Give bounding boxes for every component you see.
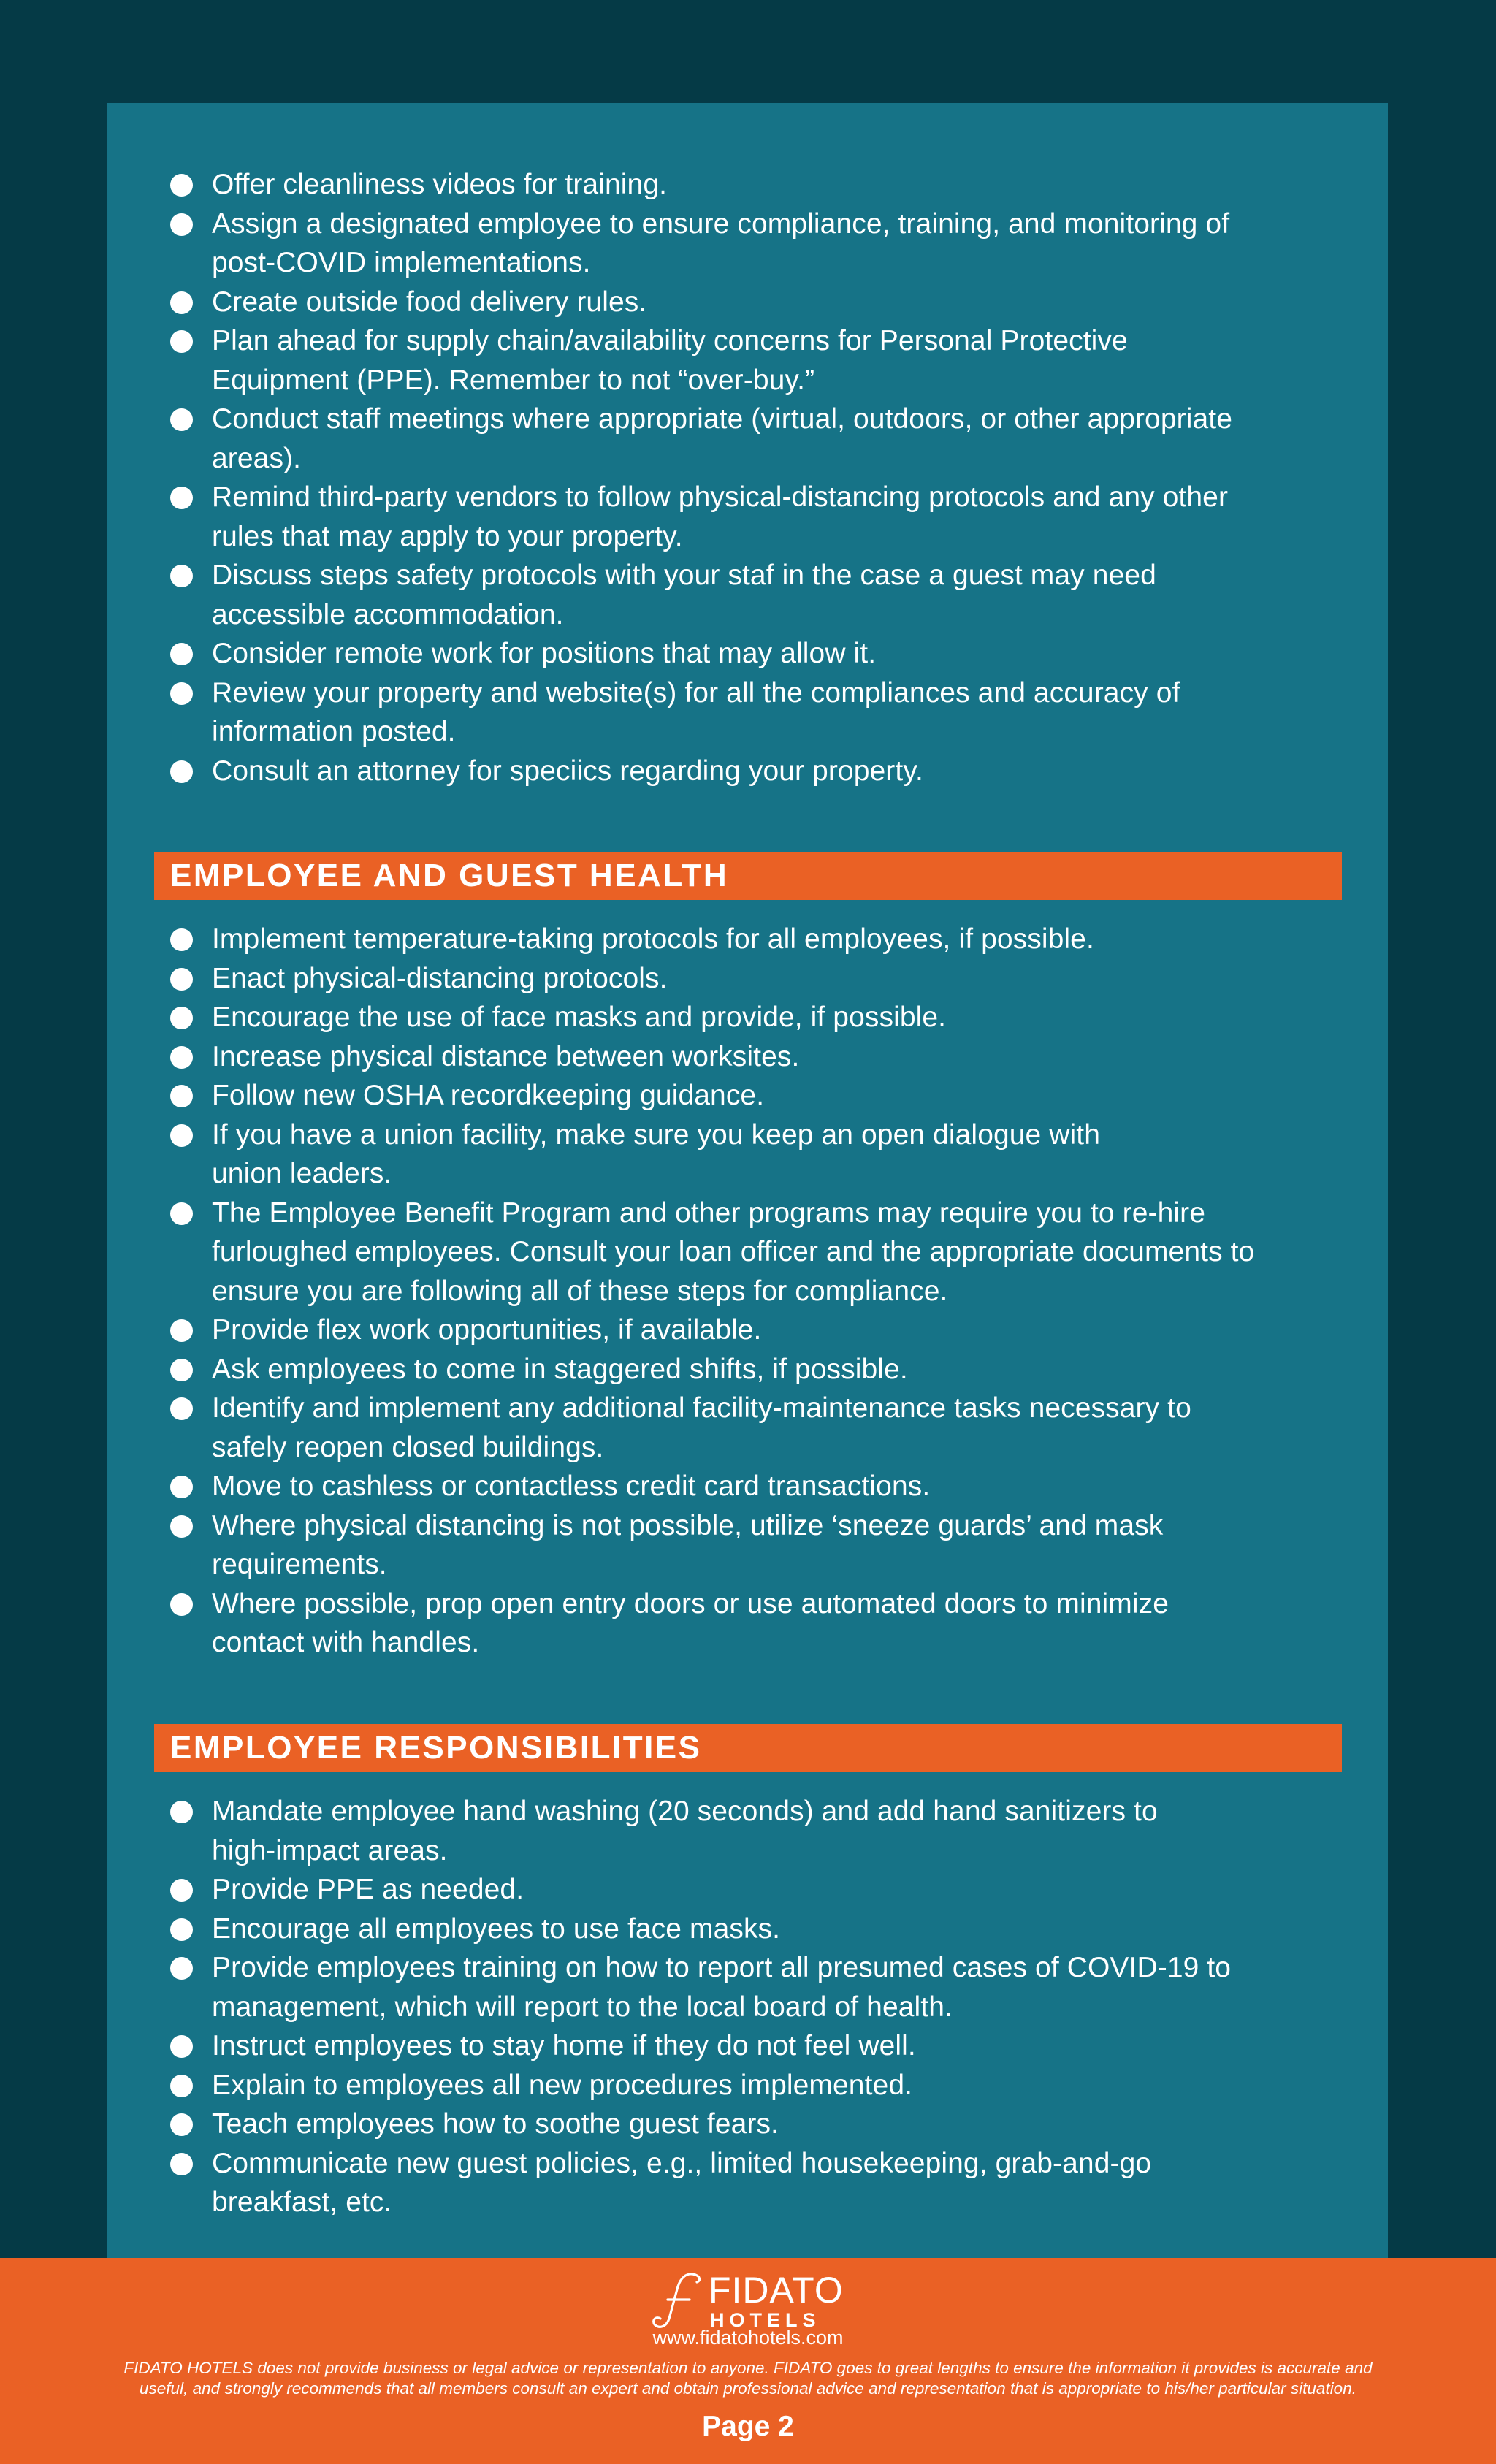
bullet-icon <box>170 1359 193 1381</box>
list-item <box>170 2105 1361 2144</box>
website-link[interactable]: www.fidatohotels.com <box>652 2327 844 2349</box>
disclaimer-line: useful, and strongly recommends that all members consult an expert and obtain professional advice and representation that is appropriate to his/her particular situation. <box>140 2379 1356 2398</box>
list-item <box>170 1389 1361 1467</box>
bullet-icon <box>170 1957 193 1980</box>
list-item <box>170 1115 1361 1194</box>
checklist-employee-responsibilities <box>170 1792 1361 2222</box>
list-item <box>170 2066 1361 2105</box>
list-item-text: post-COVID implementations. <box>212 247 591 278</box>
logo-subtitle: HOTELS <box>710 2309 821 2331</box>
list-item-text: contact with handles. <box>212 1627 480 1658</box>
bullet-icon <box>170 682 193 705</box>
list-item-text: Provide PPE as needed. <box>212 1874 524 1905</box>
list-item-text: Mandate employee hand washing (20 seconds) and add hand sanitizers to <box>212 1796 1158 1827</box>
disclaimer-line: FIDATO HOTELS does not provide business or legal advice or representation to anyone. FIDATO goes to great lengths to ensure the information it provides is accurate and <box>123 2359 1373 2377</box>
list-item-text: Encourage all employees to use face masks. <box>212 1912 781 1945</box>
bullet-icon <box>170 1124 193 1147</box>
bullet-icon <box>170 565 193 587</box>
bullet-icon <box>170 1007 193 1029</box>
bullet-icon <box>170 643 193 665</box>
bullet-icon <box>170 408 193 431</box>
list-item <box>170 634 1361 674</box>
list-item <box>170 1584 1361 1663</box>
list-item-text: Teach employees how to soothe guest fears. <box>212 2108 779 2140</box>
list-item-text: Consider remote work for positions that may allow it. <box>212 638 877 669</box>
list-item-text: Equipment (PPE). Remember to not “over-buy.” <box>212 364 815 396</box>
list-item-text: Enact physical-distancing protocols. <box>212 962 668 994</box>
list-item-text: Encourage the use of face masks and provide, if possible. <box>212 1002 947 1033</box>
list-item-text: Conduct staff meetings where appropriate (virtual, outdoors, or other appropriate <box>212 403 1232 435</box>
bullet-icon <box>170 1918 193 1941</box>
list-item-text: Increase physical distance between worksites. <box>212 1040 800 1072</box>
list-item <box>170 1194 1361 1311</box>
bullet-icon <box>170 1202 193 1225</box>
list-item <box>170 283 1361 322</box>
list-item <box>170 1311 1361 1350</box>
list-item-text: furloughed employees. Consult your loan officer and the appropriate documents to <box>212 1236 1255 1267</box>
list-item <box>170 1467 1361 1506</box>
list-item-text: Remind third-party vendors to follow physical-distancing protocols and any other <box>212 481 1229 513</box>
list-item-text: Where physical distancing is not possible, utilize ‘sneeze guards’ and mask <box>212 1509 1164 1541</box>
list-item-text: Provide employees training on how to report all presumed cases of COVID-19 to <box>212 1952 1232 1983</box>
list-item-text: ensure you are following all of these steps for compliance. <box>212 1275 948 1307</box>
bullet-icon <box>170 174 193 197</box>
list-item <box>170 1076 1361 1115</box>
bullet-icon <box>170 2075 193 2097</box>
bullet-icon <box>170 1515 193 1538</box>
list-item-text: Identify and implement any additional facility-maintenance tasks necessary to <box>212 1392 1191 1424</box>
bullet-icon <box>170 760 193 783</box>
list-item-text: Where possible, prop open entry doors or use automated doors to minimize <box>212 1587 1169 1620</box>
list-item-text: high-impact areas. <box>212 1834 448 1866</box>
fidato-logo <box>649 2270 853 2330</box>
list-item <box>170 1870 1361 1910</box>
list-item-text: If you have a union facility, make sure you keep an open dialogue with <box>212 1118 1101 1151</box>
fidato-f-script-icon <box>649 2270 707 2330</box>
bullet-icon <box>170 1476 193 1498</box>
list-item-text: Follow new OSHA recordkeeping guidance. <box>212 1080 765 1111</box>
list-item <box>170 959 1361 999</box>
list-item <box>170 556 1361 634</box>
disclaimer <box>44 2358 1452 2399</box>
list-item-text: information posted. <box>212 716 456 747</box>
list-item-text: Provide flex work opportunities, if available. <box>212 1314 762 1346</box>
list-item-text: Instruct employees to stay home if they do not feel well. <box>212 2030 916 2061</box>
bullet-icon <box>170 1319 193 1342</box>
list-item-text: Review your property and website(s) for all the compliances and accuracy of <box>212 676 1180 709</box>
list-item <box>170 1350 1361 1389</box>
list-item-text: requirements. <box>212 1549 387 1580</box>
list-item-text: Move to cashless or contactless credit card transactions. <box>212 1471 931 1502</box>
list-item-text: Explain to employees all new procedures implemented. <box>212 2069 913 2101</box>
list-item-text: breakfast, etc. <box>212 2186 392 2218</box>
bullet-icon <box>170 1085 193 1107</box>
list-item-text: Discuss steps safety protocols with your staf in the case a guest may need <box>212 560 1156 591</box>
list-item-text: areas). <box>212 442 302 474</box>
list-item-text: union leaders. <box>212 1158 392 1189</box>
list-item <box>170 674 1361 752</box>
list-item <box>170 165 1361 205</box>
content-panel <box>107 103 1388 2258</box>
bullet-icon <box>170 1593 193 1616</box>
list-item <box>170 2144 1361 2222</box>
page-number: Page 2 <box>702 2411 794 2442</box>
list-item <box>170 205 1361 283</box>
bullet-icon <box>170 2153 193 2175</box>
list-item-text: Implement temperature-taking protocols for all employees, if possible. <box>212 923 1094 955</box>
bullet-icon <box>170 330 193 353</box>
list-item-text: rules that may apply to your property. <box>212 520 683 552</box>
list-item <box>170 1910 1361 1949</box>
bullet-icon <box>170 928 193 951</box>
bullet-icon <box>170 1046 193 1069</box>
list-item <box>170 1948 1361 2026</box>
list-item-text: Ask employees to come in staggered shifts, if possible. <box>212 1353 908 1385</box>
list-item-text: management, which will report to the local board of health. <box>212 1991 953 2023</box>
list-item <box>170 2026 1361 2066</box>
bullet-icon <box>170 291 193 314</box>
bullet-icon <box>170 487 193 509</box>
list-item <box>170 1037 1361 1077</box>
checklist-general <box>170 165 1361 790</box>
list-item-text: accessible accommodation. <box>212 598 564 630</box>
list-item-text: Consult an attorney for speciics regarding your property. <box>212 755 923 787</box>
list-item-text: Communicate new guest policies, e.g., limited housekeeping, grab-and-go <box>212 2147 1152 2179</box>
bullet-icon <box>170 1879 193 1902</box>
list-item-text: The Employee Benefit Program and other programs may require you to re-hire <box>212 1197 1206 1229</box>
section-header-employee-responsibilities: EMPLOYEE RESPONSIBILITIES <box>154 1724 1342 1772</box>
list-item <box>170 920 1361 959</box>
list-item-text: Plan ahead for supply chain/availability concerns for Personal Protective <box>212 325 1128 356</box>
bullet-icon <box>170 1397 193 1420</box>
list-item-text: Create outside food delivery rules. <box>212 286 647 318</box>
bullet-icon <box>170 1801 193 1823</box>
list-item <box>170 752 1361 791</box>
list-item-text: safely reopen closed buildings. <box>212 1431 604 1463</box>
list-item <box>170 321 1361 400</box>
checklist-employee-guest-health <box>170 920 1361 1663</box>
footer <box>0 2258 1496 2464</box>
bullet-icon <box>170 213 193 236</box>
list-item-text: Offer cleanliness videos for training. <box>212 169 668 200</box>
list-item <box>170 998 1361 1037</box>
bullet-icon <box>170 2113 193 2136</box>
list-item <box>170 400 1361 478</box>
list-item <box>170 1506 1361 1584</box>
bullet-icon <box>170 2035 193 2058</box>
section-header-employee-guest-health: EMPLOYEE AND GUEST HEALTH <box>154 852 1342 900</box>
list-item <box>170 1792 1361 1870</box>
logo-wordmark: FIDATO <box>709 2270 844 2311</box>
list-item <box>170 478 1361 556</box>
bullet-icon <box>170 968 193 991</box>
list-item-text: Assign a designated employee to ensure compliance, training, and monitoring of <box>212 207 1230 240</box>
